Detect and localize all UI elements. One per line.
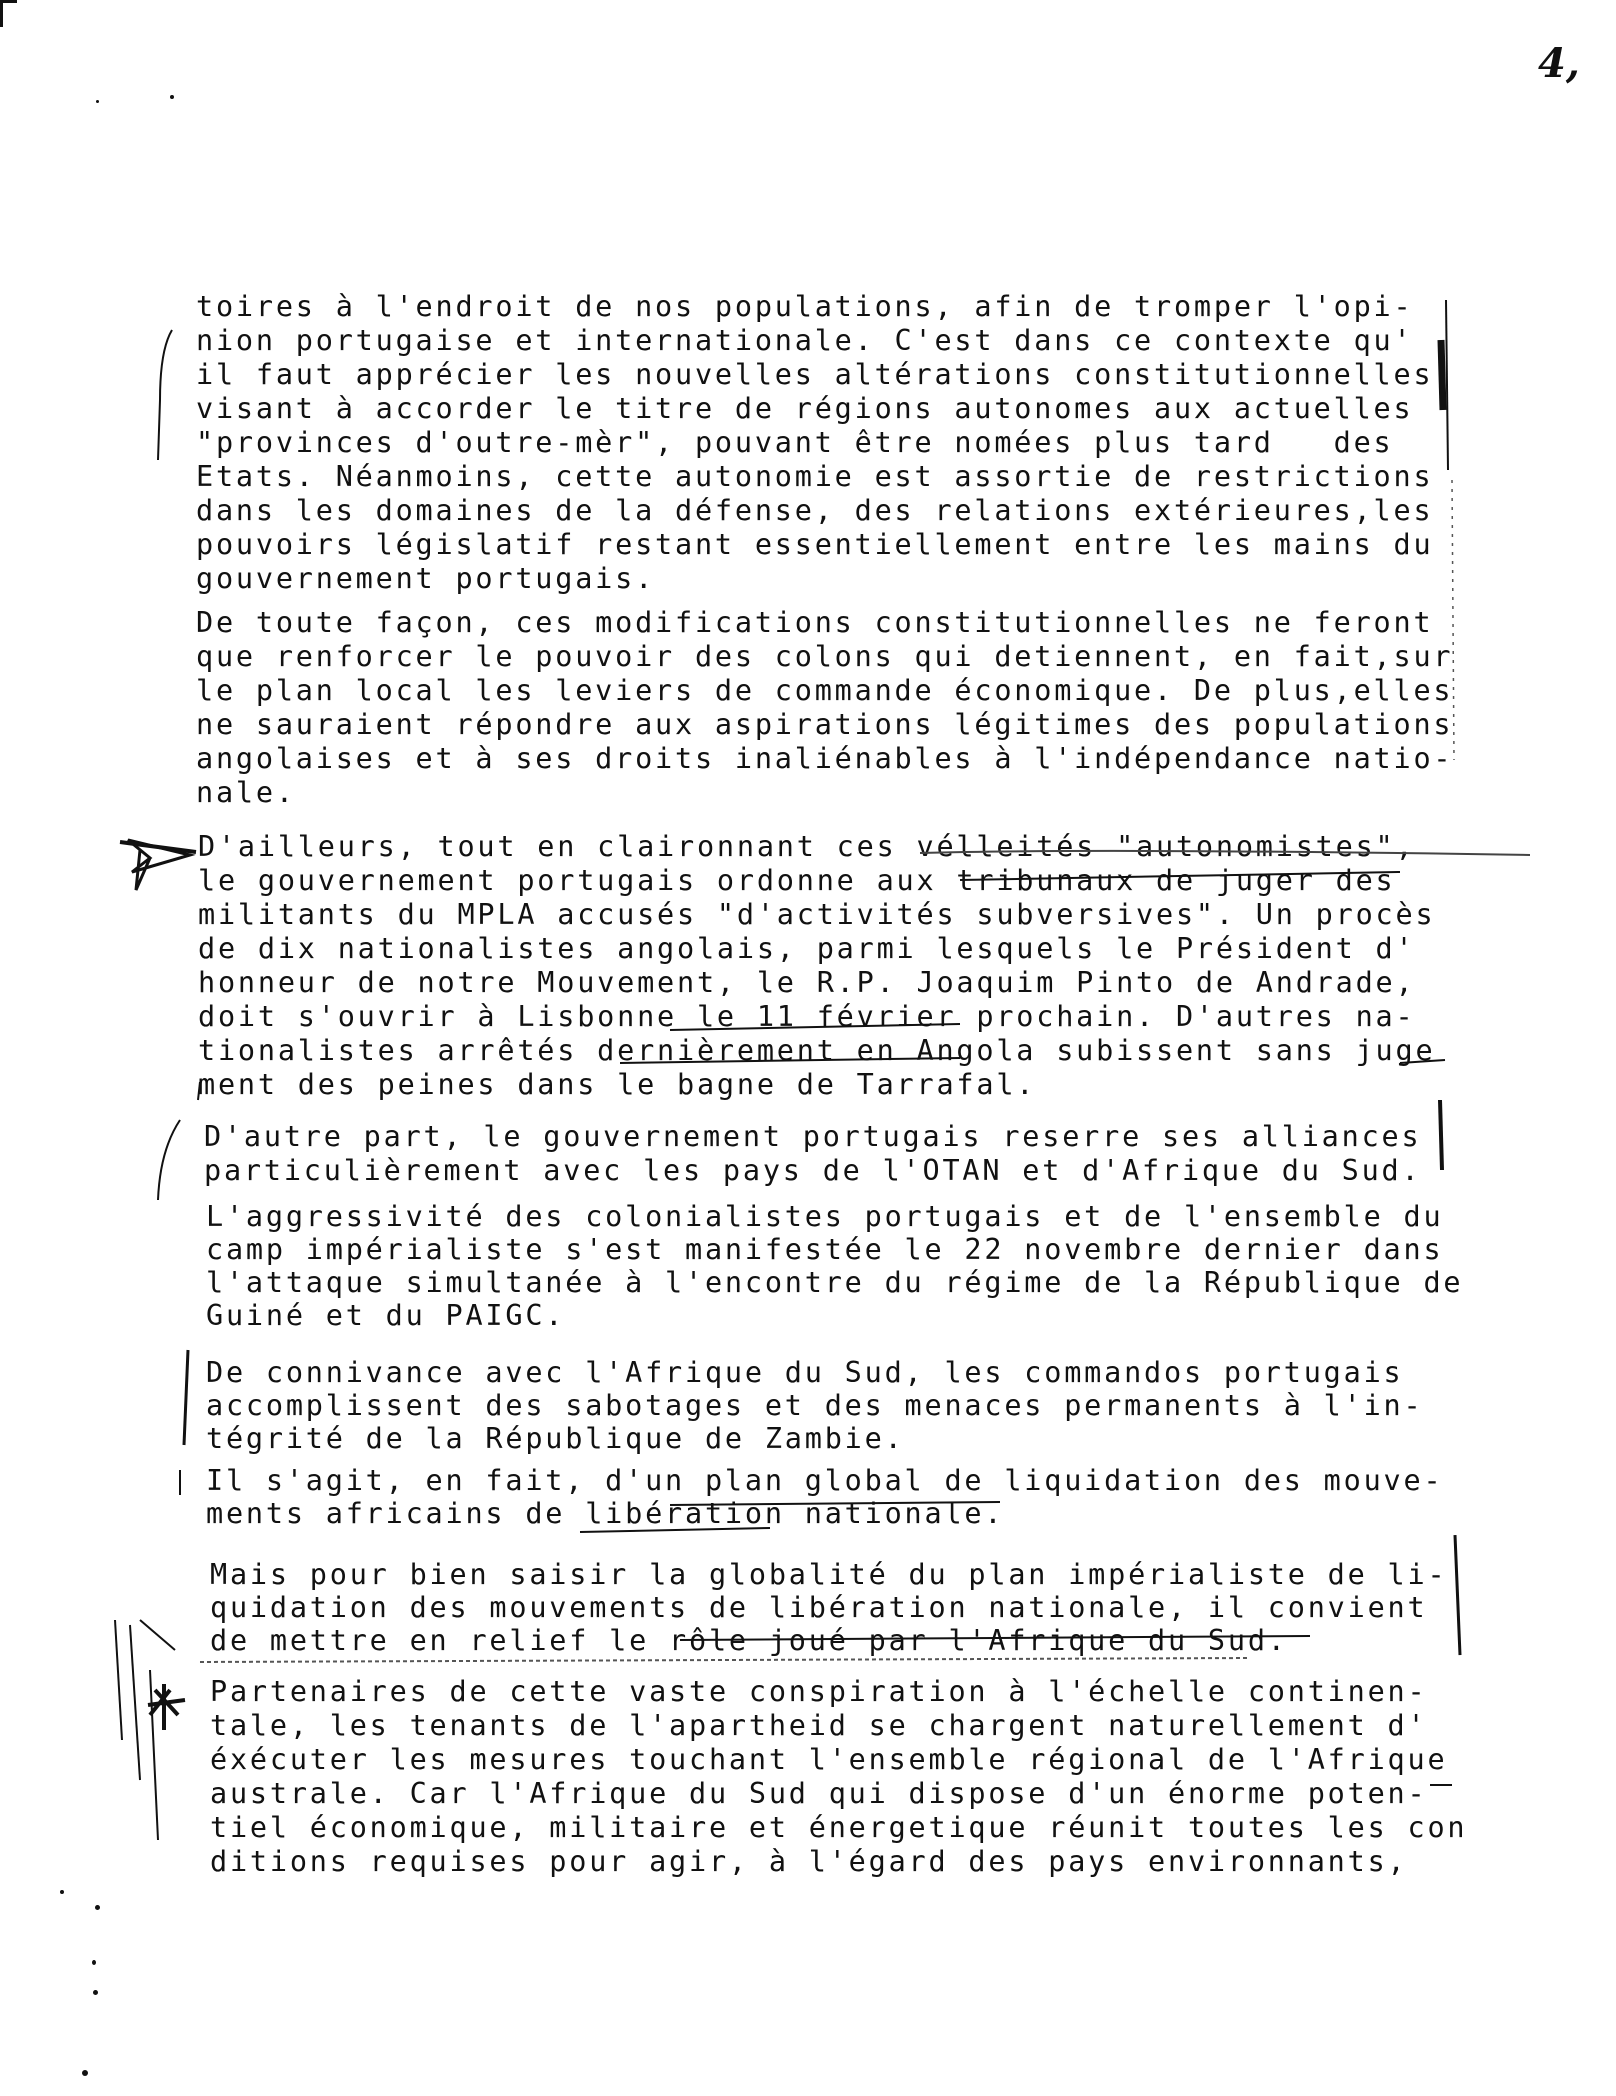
text-line: Mais pour bien saisir la globalité du plan impérialiste de li- (210, 1558, 1448, 1591)
text-line: particulièrement avec les pays de l'OTAN et d'Afrique du Sud. (204, 1154, 1422, 1187)
text-line: Guiné et du PAIGC. (206, 1299, 566, 1332)
speck (96, 100, 99, 103)
text-line: honneur de notre Mouvement, le R.P. Joaquim Pinto de Andrade, (198, 966, 1416, 999)
speck (93, 1990, 98, 1995)
text-line: Etats. Néanmoins, cette autonomie est assortie de restrictions (196, 460, 1434, 493)
text-line: nion portugaise et internationale. C'est dans ce contexte qu' (196, 324, 1414, 357)
text-line: doit s'ouvrir à Lisbonne le 11 février prochain. D'autres na- (198, 1000, 1416, 1033)
speck (170, 95, 174, 99)
text-line: De connivance avec l'Afrique du Sud, les commandos portugais (206, 1356, 1404, 1389)
text-line: militants du MPLA accusés "d'activités subversives". Un procès (198, 898, 1436, 931)
speck (92, 1960, 96, 1965)
text-line: tiel économique, militaire et énergetique réunit toutes les con (210, 1811, 1468, 1844)
speck (82, 2070, 88, 2076)
text-line: De toute façon, ces modifications constitutionnelles ne feront (196, 606, 1434, 639)
text-line: éxécuter les mesures touchant l'ensemble régional de l'Afrique (210, 1743, 1448, 1776)
text-line: angolaises et à ses droits inaliénables à l'indépendance natio- (196, 742, 1454, 775)
text-line: quidation des mouvements de libération nationale, il convient (210, 1591, 1428, 1624)
text-line: camp impérialiste s'est manifestée le 22 novembre dernier dans (206, 1233, 1444, 1266)
speck (95, 1905, 100, 1910)
text-line: le plan local les leviers de commande économique. De plus,elles (196, 674, 1454, 707)
text-line: "provinces d'outre-mèr", pouvant être nomées plus tard des (196, 426, 1394, 459)
text-line: gouvernement portugais. (196, 562, 656, 595)
text-line: D'autre part, le gouvernement portugais reserre ses alliances (204, 1120, 1422, 1153)
text-line: toires à l'endroit de nos populations, afin de tromper l'opi- (196, 290, 1414, 323)
text-line: tale, les tenants de l'apartheid se chargent naturellement d' (210, 1709, 1428, 1742)
speck (60, 1890, 64, 1894)
text-line: L'aggressivité des colonialistes portugais et de l'ensemble du (206, 1200, 1444, 1233)
text-line: ment des peines dans le bagne de Tarrafal. (198, 1068, 1037, 1101)
text-line: Partenaires de cette vaste conspiration à l'échelle continen- (210, 1675, 1428, 1708)
text-line: le gouvernement portugais ordonne aux tribunaux de juger des (198, 864, 1396, 897)
text-line: tionalistes arrêtés dernièrement en Angola subissent sans juge (198, 1034, 1436, 1067)
text-line: australe. Car l'Afrique du Sud qui dispose d'un énorme poten- (210, 1777, 1428, 1810)
text-line: l'attaque simultanée à l'encontre du régime de la République de (206, 1266, 1464, 1299)
text-line: ments africains de libération nationale. (206, 1497, 1005, 1530)
text-line: visant à accorder le titre de régions autonomes aux actuelles (196, 392, 1414, 425)
text-line: tégrité de la République de Zambie. (206, 1422, 905, 1455)
text-line: de dix nationalistes angolais, parmi lesquels le Président d' (198, 932, 1416, 965)
text-line: il faut apprécier les nouvelles altérations constitutionnelles (196, 358, 1434, 391)
page-number: 4, (1538, 40, 1580, 87)
text-line: que renforcer le pouvoir des colons qui detiennent, en fait,sur (196, 640, 1454, 673)
text-line: Il s'agit, en fait, d'un plan global de liquidation des mouve- (206, 1464, 1444, 1497)
text-line: pouvoirs législatif restant essentiellement entre les mains du (196, 528, 1434, 561)
text-line: dans les domaines de la défense, des relations extérieures,les (196, 494, 1434, 527)
text-line: de mettre en relief le rôle joué par l'Afrique du Sud. (210, 1624, 1288, 1657)
text-line: nale. (196, 776, 296, 809)
text-line: ditions requises pour agir, à l'égard des pays environnants, (210, 1845, 1408, 1878)
text-line: accomplissent des sabotages et des menaces permanents à l'in- (206, 1389, 1424, 1422)
text-line: ne sauraient répondre aux aspirations légitimes des populations (196, 708, 1454, 741)
text-line: D'ailleurs, tout en claironnant ces vélleités "autonomistes", (198, 830, 1416, 863)
